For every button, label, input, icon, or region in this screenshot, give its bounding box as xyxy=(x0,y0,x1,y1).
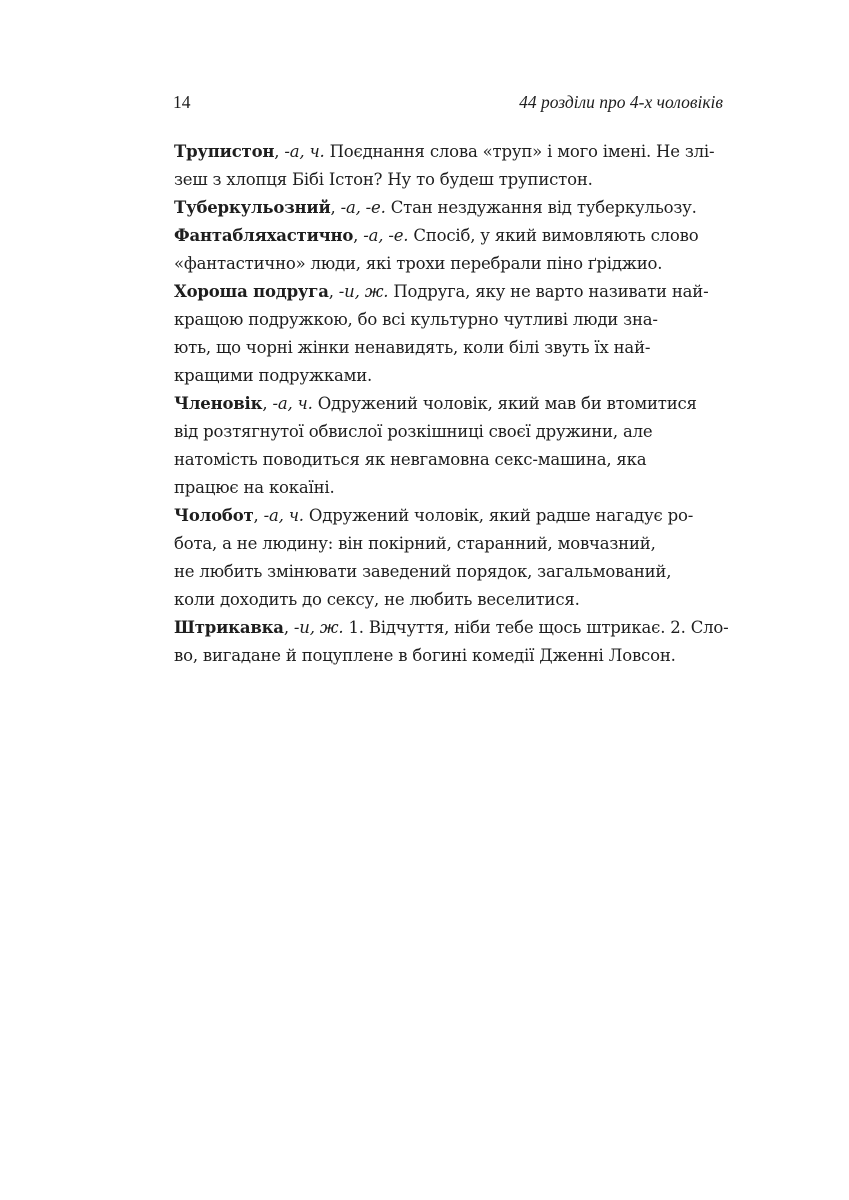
page-number: 14 xyxy=(173,92,191,112)
glossary xyxy=(174,138,734,670)
entry-grammar: -и, ж. xyxy=(293,618,344,637)
glossary-entry-khorosha-podruha xyxy=(174,278,734,390)
entry-line: ють, що чорні жінки ненавидять, коли білі звуть їх най- xyxy=(174,338,651,357)
entry-term: Фантабляхастично xyxy=(174,226,354,245)
entry-grammar: -а, ч. xyxy=(263,506,304,525)
glossary-entry-tuberkuloznyi xyxy=(174,194,734,222)
entry-text: Спосіб, у який вимовляють слово xyxy=(413,226,699,245)
entry-line: Трупистон, -а, ч. Поєднання слова «труп» і мого імені. Не злі- xyxy=(174,142,715,161)
entry-term: Штрикавка xyxy=(174,618,284,637)
book-title: 44 розділи про 4-х чоловіків xyxy=(519,92,723,112)
entry-grammar: -и, ж. xyxy=(338,282,389,301)
entry-text: 1. Відчуття, ніби тебе щось штрикає. 2. Сло- xyxy=(348,618,729,637)
entry-line: «фантастично» люди, які трохи перебрали піно ґріджио. xyxy=(174,254,663,273)
entry-grammar: -а, ч. xyxy=(272,394,313,413)
entry-text: Поєднання слова «труп» і мого імені. Не злі- xyxy=(329,142,715,161)
entry-line: Чолобот, -а, ч. Одружений чоловік, який радше нагадує ро- xyxy=(174,506,694,525)
entry-line: Хороша подруга, -и, ж. Подруга, яку не варто називати най- xyxy=(174,282,709,301)
entry-line: не любить змінювати заведений порядок, загальмований, xyxy=(174,562,672,581)
entry-term: Туберкульозний xyxy=(174,198,331,217)
entry-grammar: -а, ч. xyxy=(284,142,325,161)
entry-line: від розтягнутої обвислої розкішниці своєї дружини, але xyxy=(174,422,653,441)
entry-term: Трупистон xyxy=(174,142,275,161)
glossary-entry-trupyston xyxy=(174,138,734,194)
entry-line: коли доходить до сексу, не любить веселитися. xyxy=(174,590,580,609)
entry-grammar: -а, -е. xyxy=(363,226,409,245)
glossary-entry-fantabliakhastychno xyxy=(174,222,734,278)
entry-line: кращою подружкою, бо всі культурно чутливі люди зна- xyxy=(174,310,658,329)
entry-line: во, вигадане й поцуплене в богині комедії Дженні Ловсон. xyxy=(174,646,676,665)
running-head xyxy=(173,92,723,114)
entry-line: Членовік, -а, ч. Одружений чоловік, який мав би втомитися xyxy=(174,394,697,413)
glossary-entry-shtrykavka xyxy=(174,614,734,670)
entry-line: бота, а не людину: він покірний, старанний, мовчазний, xyxy=(174,534,656,553)
entry-term: Хороша подруга xyxy=(174,282,329,301)
glossary-entry-cholobot xyxy=(174,502,734,614)
entry-term: Членовік xyxy=(174,394,263,413)
glossary-entry-chlenovik xyxy=(174,390,734,502)
entry-term: Чолобот xyxy=(174,506,254,525)
entry-line: Фантабляхастично, -а, -е. Спосіб, у який вимовляють слово xyxy=(174,226,699,245)
entry-line: натомість поводиться як невгамовна секс-машина, яка xyxy=(174,450,647,469)
entry-grammar: -а, -е. xyxy=(340,198,386,217)
entry-text: Стан нездужання від туберкульозу. xyxy=(390,198,697,217)
entry-line: кращими подружками. xyxy=(174,366,373,385)
entry-line: працює на кокаїні. xyxy=(174,478,335,497)
entry-text: Одружений чоловік, який мав би втомитися xyxy=(317,394,697,413)
entry-line: Штрикавка, -и, ж. 1. Відчуття, ніби тебе щось штрикає. 2. Сло- xyxy=(174,618,729,637)
entry-text: Одружений чоловік, який радше нагадує ро- xyxy=(308,506,694,525)
entry-text: Подруга, яку не варто називати най- xyxy=(393,282,709,301)
entry-line: Туберкульозний, -а, -е. Стан нездужання від туберкульозу. xyxy=(174,198,697,217)
entry-line: зеш з хлопця Бібі Істон? Ну то будеш трупистон. xyxy=(174,170,593,189)
